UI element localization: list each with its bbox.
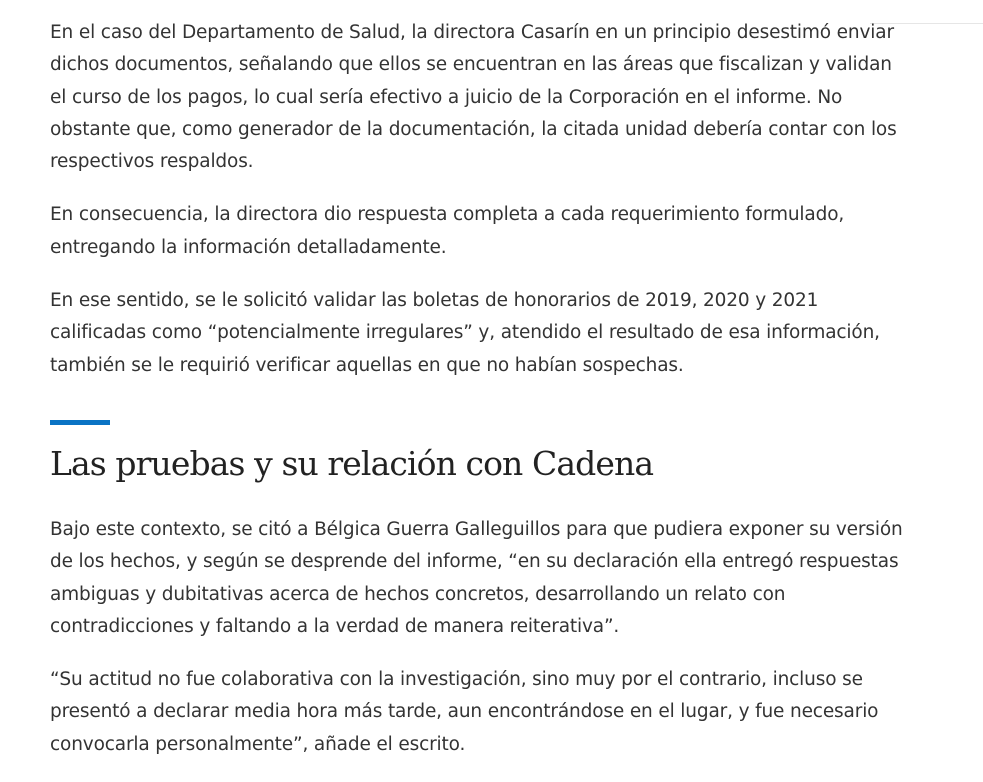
article-paragraph: En ese sentido, se le solicitó validar las boletas de honorarios de 2019, 2020 y 2021 calificadas como “potencialmente irregulares” y, atendido el resultado de esa información, también se le requirió verificar aquellas en que no habían sospechas. (50, 290, 880, 376)
section-accent-bar (50, 420, 110, 425)
article-paragraph: “Su actitud no fue colaborativa con la investigación, sino muy por el contrario, incluso se presentó a declarar media hora más tarde, aun encontrándose en el lugar, y fue necesario convocarla personalmente”, añade el escrito. (50, 669, 879, 755)
section-heading: Las pruebas y su relación con Cadena (50, 443, 654, 483)
article-body (50, 17, 910, 782)
article-paragraph: Bajo este contexto, se citó a Bélgica Guerra Galleguillos para que pudiera exponer su versión de los hechos, y según se desprende del informe, “en su declaración ella entregó respuestas ambiguas y dubitativas acerca de hechos concretos, desarrollando un relato con contradicciones y faltando a la verdad de manera reiterativa”. (50, 518, 903, 637)
article-paragraph: En el caso del Departamento de Salud, la directora Casarín en un principio desestimó enviar dichos documentos, señalando que ellos se encuentran en las áreas que fiscalizan y validan el curso de los pagos, lo cual sería efectivo a juicio de la Corporación en el informe. No obstante que, como generador de la documentación, la citada unidad debería contar con los respectivos respaldos. (50, 22, 897, 173)
article-paragraph: En consecuencia, la directora dio respuesta completa a cada requerimiento formulado, entregando la información detalladamente. (50, 204, 845, 258)
